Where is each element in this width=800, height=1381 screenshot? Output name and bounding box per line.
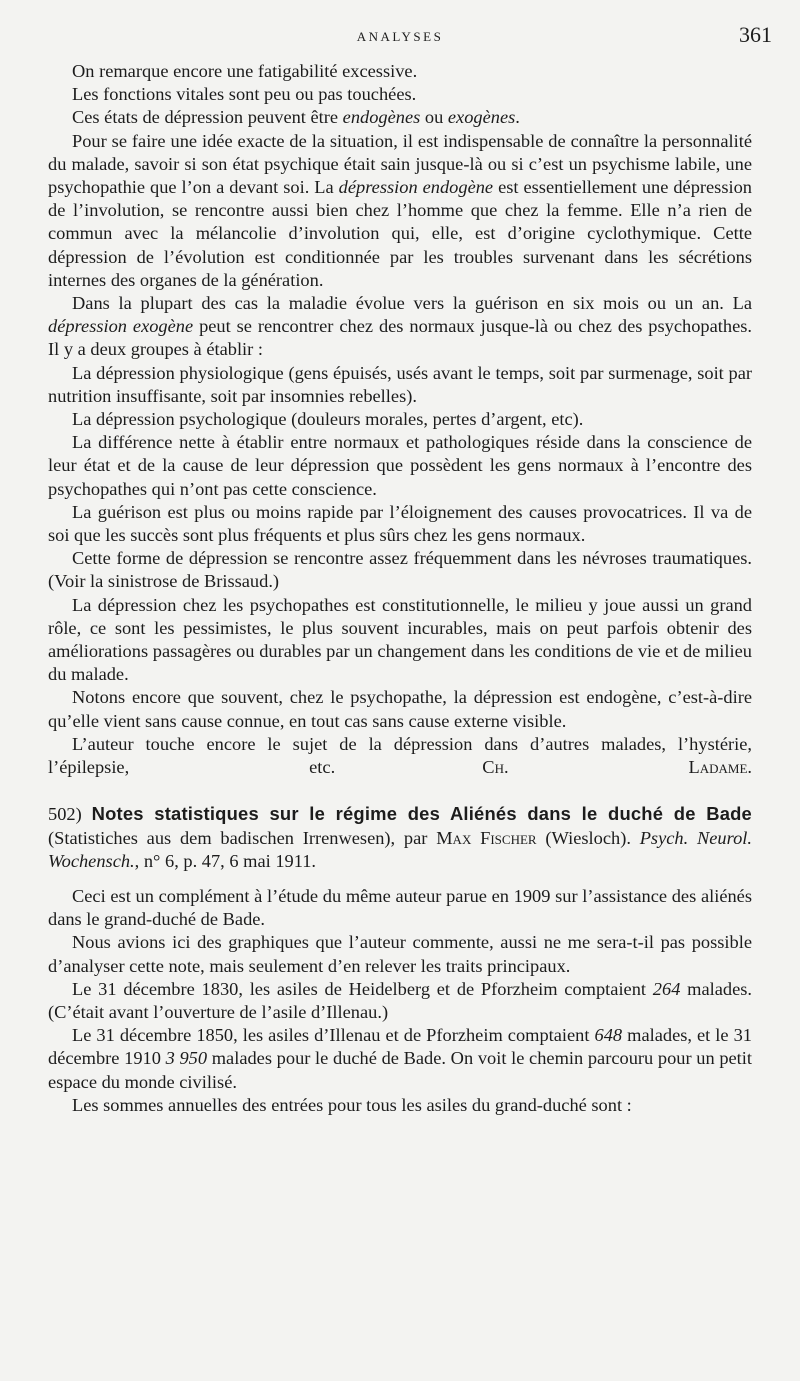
- paragraph-1850: [48, 1024, 752, 1094]
- term-depression-endogene: dépression endogène: [338, 177, 494, 198]
- text-run: Pour se faire une idée exacte de la situation, il est indispensable de connaître la personnalité du malade, savoir si son état psychique était sain jusque-là ou si c’est un psychisme labile, une psychopathie que l’on a devant soi. La: [48, 130, 752, 198]
- article-number: 502): [48, 804, 82, 825]
- paragraph-vital-functions: Les fonctions vitales sont peu ou pas touchées.: [72, 84, 417, 105]
- term-exogenes: exogènes: [447, 107, 516, 128]
- text-run: .: [515, 107, 520, 128]
- running-title: ANALYSES: [356, 29, 444, 44]
- text-run: Le 31 décembre 1850, les asiles d’Illenau et de Pforzheim comptaient: [72, 1025, 595, 1046]
- text-run: Ces états de dépression peuvent être: [72, 107, 343, 128]
- text-run: Le 31 décembre 1830, les asiles de Heidelberg et de Pforzheim comptaient: [72, 978, 653, 999]
- text-run: peut se rencontrer chez des normaux jusque-là ou chez des psychopathes. Il y a deux groupes à établir :: [48, 316, 752, 360]
- term-depression-exogene: dépression exogène: [48, 316, 194, 337]
- text-run: (Wiesloch).: [536, 827, 640, 848]
- paragraph-healing: La guérison est plus ou moins rapide par l’éloignement des causes provocatrices. Il va de soi que les succès sont plus fréquents et plus sûrs chez les gens normaux.: [48, 501, 752, 546]
- text-run: malades. (C’était avant l’ouverture de l’asile d’Illenau.): [48, 978, 753, 1022]
- text-run: L’auteur touche encore le sujet de la dépression dans d’autres malades, l’hystérie, l’épilepsie, etc.: [48, 733, 752, 778]
- paragraph-fatigability: On remarque encore une fatigabilité excessive.: [72, 61, 418, 81]
- article-author: Max Fischer: [436, 827, 537, 848]
- paragraph-1830: [48, 978, 752, 1024]
- spacer: [48, 873, 752, 885]
- text-run: malades, et le 31 décembre 1910: [48, 1025, 752, 1069]
- article-heading: [48, 802, 752, 873]
- paragraph-constitutional: La dépression chez les psychopathes est constitutionnelle, le milieu y joue aussi un grand rôle, ce sont les pessimistes, le plus souvent incurables, mais on peut parfois obtenir des améliorations passagères ou durables par un changement dans les conditions de vie et de milieu du malade.: [48, 594, 752, 685]
- paragraph-notons: Notons encore que souvent, chez le psychopathe, la dépression est endogène, c’est-à-dire qu’elle vient sans cause connue, en tout cas sans cause externe visible.: [48, 687, 752, 731]
- page-number: 361: [739, 22, 772, 47]
- article-journal: Psych. Neurol. Wochensch.: [48, 827, 752, 871]
- text-run: est essentiellement une dépression de l’involution, se rencontre aussi bien chez l’homme que chez la femme. Elle n’a rien de commun avec la mélancolie d’involution qui, elle, est d’origine cyclothymique. Cette dépression de l’évolution est conditionnée par les troubles survenant dans les sécrétions internes des organes de la génération.: [48, 177, 752, 290]
- text-run: ou: [420, 107, 448, 128]
- article-citation: , n° 6, p. 47, 6 mai 1911.: [134, 850, 317, 871]
- paragraph-graphs: Nous avions ici des graphiques que l’auteur commente, aussi ne me sera-t-il pas possible d’analyser cette note, mais seulement d’en relever les traits principaux.: [48, 932, 752, 976]
- paragraph-complement: Ceci est un complément à l’étude du même auteur parue en 1909 sur l’assistance des aliénés dans le grand-duché de Bade.: [48, 885, 752, 930]
- paragraph-recovery: [48, 292, 752, 362]
- paragraph-personality: [48, 130, 752, 292]
- paragraph-annual-sums: Les sommes annuelles des entrées pour tous les asiles du grand-duché sont :: [72, 1094, 632, 1115]
- paragraph-physiological: La dépression physiologique (gens épuisés, usés avant le temps, soit par surmenage, soit par nutrition insuffisante, soit par insomnies rebelles).: [48, 362, 752, 406]
- spacer: [48, 779, 752, 802]
- paragraph-difference: La différence nette à établir entre normaux et pathologiques réside dans la conscience de leur état et de la cause de leur dépression que possèdent les gens normaux à l’encontre des psychopathes qui n’ont pas cette conscience.: [48, 432, 752, 499]
- paragraph-endogenous-exogenous: [48, 106, 752, 129]
- author-signature: Ch. Ladame.: [482, 757, 752, 778]
- term-endogenes: endogènes: [342, 107, 421, 128]
- page-header: [0, 20, 800, 50]
- count-1850: 648: [594, 1025, 623, 1046]
- body-text: [48, 60, 752, 1117]
- paragraph-signature: [48, 733, 752, 779]
- paragraph-psychological: La dépression psychologique (douleurs morales, pertes d’argent, etc).: [72, 409, 584, 430]
- count-1910: 3 950: [165, 1048, 208, 1069]
- count-1830: 264: [652, 978, 681, 999]
- text-run: malades pour le duché de Bade. On voit le chemin parcouru pour un petit espace du monde civilisé.: [48, 1048, 753, 1092]
- paragraph-traumatic: Cette forme de dépression se rencontre assez fréquemment dans les névroses traumatiques. (Voir la sinistrose de Brissaud.): [48, 548, 752, 592]
- article-title: Notes statistiques sur le régime des Aliénés dans le duché de Bade: [91, 803, 752, 825]
- text-run: Dans la plupart des cas la maladie évolue vers la guérison en six mois ou un an. La: [72, 293, 752, 314]
- article-subtitle: (Statistiches aus dem badischen Irrenwesen), par: [48, 827, 437, 848]
